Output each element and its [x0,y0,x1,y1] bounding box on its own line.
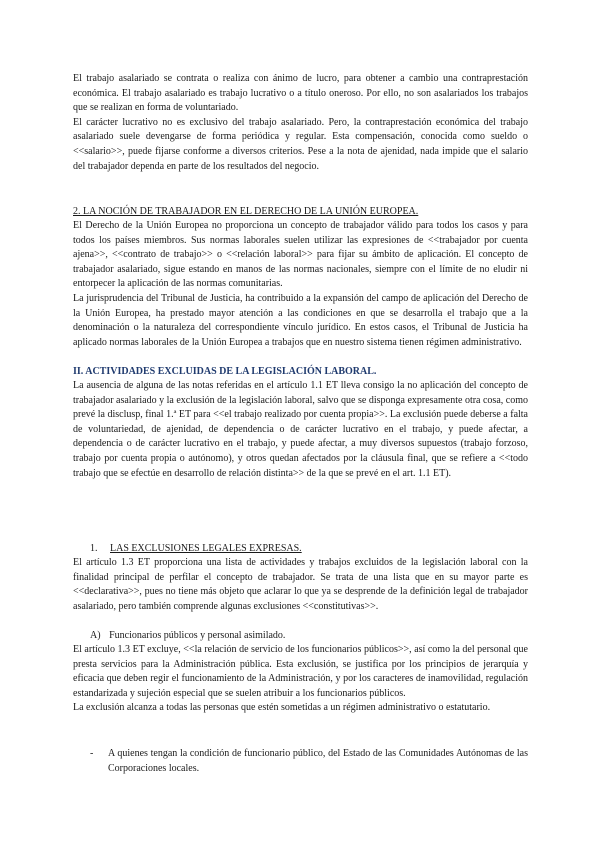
intro-text [73,72,528,174]
section-2-heading: 2. LA NOCIÓN DE TRABAJADOR EN EL DERECHO DE LA UNIÓN EUROPEA. [73,206,419,217]
section-2-paragraph-1: El Derecho de la Unión Europea no proporciona un concepto de trabajador válido para todos los casos y para todos los países miembros. Sus normas laborales suelen utilizar las expresiones de <<trabajador por cuenta ajena>>, <<contrato de trabajo>> o <<relación laboral>> para fijar su ámbito de aplicación. El concepto de trabajador asalariado, sigue estando en manos de las normas nacionales, siempre con el límite de no eludir ni entorpecer la aplicación de las normas comunitarias. [73,220,528,290]
subsection-A-heading [90,629,285,643]
dash-marker: - [90,748,94,759]
subsection-A-paragraph-1: El artículo 1.3 ET excluye, <<la relación de servicio de los funcionarios públicos>>, así como la del personal que presta servicios para la Administración pública. Esta exclusión, se justifica por los principios de jerarquía y eficacia que deben regir el funcionamiento de la Administración, y por los caracteres de inamovilidad, regulación estandarizada y sujeción especial que se suelen atribuir a los funcionarios públicos. [73,644,528,699]
subsection-1-text [73,556,528,614]
list-item [90,747,528,776]
section-2-text [73,219,528,350]
subsection-1-title: LAS EXCLUSIONES LEGALES EXPRESAS. [110,543,302,554]
section-II-heading: II. ACTIVIDADES EXCLUIDAS DE LA LEGISLACIÓN LABORAL. [73,366,377,377]
subsection-A-paragraph-2: La exclusión alcanza a todas las personas que estén sometidas a un régimen administrativo o estatutario. [73,702,491,714]
section-2-paragraph-2: La jurisprudencia del Tribunal de Justicia, ha contribuido a la expansión del campo de aplicación del Derecho de la Unión Europea, ha prestado mayor atención a las condiciones en que se desarrolla el trabajo que a la denominación o la naturaleza del correspondiente vínculo jurídico. En estos casos, el Tribunal de Justicia ha aplicado normas laborales de la Unión Europea a trabajos que en nuestro sistema tienen régimen administrativo. [73,292,528,348]
section-II-text [73,379,528,481]
subsection-A-label: A) [90,630,101,641]
intro-paragraph-1: El trabajo asalariado se contrata o realiza con ánimo de lucro, para obtener a cambio una contraprestación económica. El trabajo asalariado es trabajo lucrativo o a título oneroso. Por ello, no son asalariados los trabajos que se realizan en forma de voluntariado. [73,73,528,114]
subsection-1-paragraph-1: El artículo 1.3 ET proporciona una lista de actividades y trabajos excluidos de la legislación laboral con la finalidad principal de perfilar el concepto de trabajador. Se trata de una lista que en su mayor parte es <<declarativa>>, pues no tiene más objeto que aclarar lo que ya se desprende de la definición legal de trabajador asalariado, pero también comprende algunas exclusiones <<constitutivas>>. [73,557,528,612]
subsection-1-heading [90,542,302,556]
list-item-text: A quienes tengan la condición de funcionario público, del Estado de las Comunidades Autónomas de las Corporaciones locales. [108,748,528,774]
subsection-A-text [73,643,528,716]
subsection-A-title: Funcionarios públicos y personal asimilado. [109,630,286,641]
section-II-paragraph-1: La ausencia de alguna de las notas referidas en el artículo 1.1 ET lleva consigo la no aplicación del concepto de trabajador asalariado y la exclusión de la legislación laboral, salvo que se disponga expresamente otra cosa, como prevé la disclusp, final 1.ª ET para <<el trabajo realizado por cuenta propia>>. La exclusión puede deberse a falta de voluntariedad, de ajenidad, de dependencia o de carácter lucrativo en el trabajo, y puede afectar, a dependencia o de carácter lucrativo en el trabajo, y puede afectar, a muy diversos supuestos (trabajo forzoso, trabajo por cuenta propia o autónomo), y otros quedan afectados por la cláusula final, que se refiere a <<todo trabajo que se efectúe en desarrollo de relación distinta>> de la que se prevé en el art. 1.1 ET). [73,380,528,479]
subsection-1-number: 1. [90,543,98,554]
intro-paragraph-2: El carácter lucrativo no es exclusivo del trabajo asalariado. Pero, la contraprestación económica del trabajo asalariado suele devengarse de forma periódica y regular. Esta compensación, conocida como sueldo o <<salario>>, puede fijarse conforme a diversos criterios. Pese a la nota de ajenidad, nada impide que el salario del trabajador dependa en parte de los resultados del negocio. [73,116,528,172]
